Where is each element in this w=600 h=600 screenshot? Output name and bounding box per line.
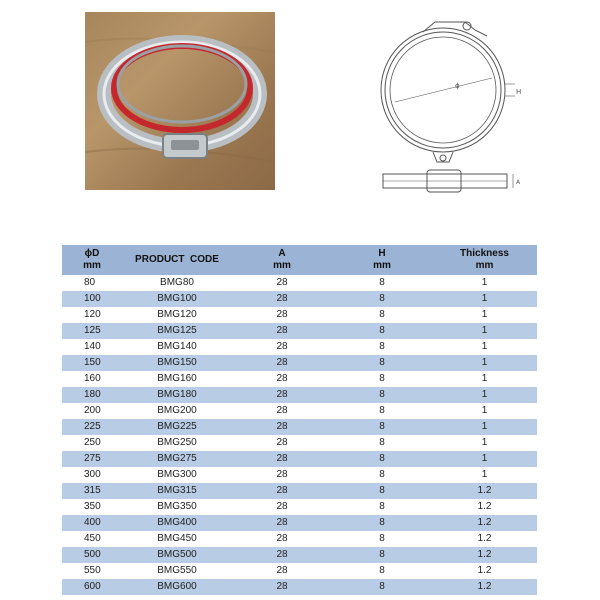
- h-label: H: [516, 88, 522, 96]
- cell-diameter: 250: [62, 435, 122, 451]
- cell-thickness: 1: [432, 323, 537, 339]
- table-row: [62, 355, 537, 371]
- cell-thickness: 1.2: [432, 547, 537, 563]
- cell-thickness: 1: [432, 387, 537, 403]
- table-row: [62, 579, 537, 595]
- cell-h: 8: [332, 499, 432, 515]
- cell-a: 28: [232, 499, 332, 515]
- table-row: [62, 499, 537, 515]
- header-thickness: Thickness mm: [432, 245, 537, 275]
- cell-a: 28: [232, 563, 332, 579]
- cell-thickness: 1: [432, 403, 537, 419]
- table-header-row: [62, 245, 537, 275]
- cell-a: 28: [232, 515, 332, 531]
- cell-h: 8: [332, 531, 432, 547]
- table-row: [62, 291, 537, 307]
- cell-product-code: BMG180: [122, 387, 232, 403]
- cell-diameter: 400: [62, 515, 122, 531]
- header-h: H mm: [332, 245, 432, 275]
- diameter-label: ϕ: [455, 82, 460, 90]
- cell-product-code: BMG120: [122, 307, 232, 323]
- table-row: [62, 531, 537, 547]
- cell-thickness: 1.2: [432, 515, 537, 531]
- table-row: [62, 403, 537, 419]
- cell-h: 8: [332, 483, 432, 499]
- cell-thickness: 1: [432, 435, 537, 451]
- cell-h: 8: [332, 275, 432, 291]
- cell-a: 28: [232, 531, 332, 547]
- technical-drawing: [375, 10, 525, 195]
- cell-diameter: 80: [62, 275, 122, 291]
- cell-product-code: BMG350: [122, 499, 232, 515]
- cell-product-code: BMG150: [122, 355, 232, 371]
- cell-product-code: BMG275: [122, 451, 232, 467]
- cell-a: 28: [232, 483, 332, 499]
- cell-product-code: BMG315: [122, 483, 232, 499]
- cell-a: 28: [232, 451, 332, 467]
- cell-a: 28: [232, 275, 332, 291]
- table-row: [62, 563, 537, 579]
- cell-thickness: 1: [432, 307, 537, 323]
- cell-diameter: 300: [62, 467, 122, 483]
- cell-thickness: 1.2: [432, 531, 537, 547]
- cell-product-code: BMG600: [122, 579, 232, 595]
- cell-a: 28: [232, 323, 332, 339]
- cell-diameter: 315: [62, 483, 122, 499]
- cell-diameter: 600: [62, 579, 122, 595]
- cell-product-code: BMG500: [122, 547, 232, 563]
- cell-product-code: BMG300: [122, 467, 232, 483]
- table-row: [62, 451, 537, 467]
- cell-diameter: 120: [62, 307, 122, 323]
- cell-diameter: 450: [62, 531, 122, 547]
- cell-product-code: BMG80: [122, 275, 232, 291]
- cell-h: 8: [332, 435, 432, 451]
- cell-a: 28: [232, 435, 332, 451]
- cell-diameter: 140: [62, 339, 122, 355]
- cell-diameter: 275: [62, 451, 122, 467]
- cell-thickness: 1.2: [432, 483, 537, 499]
- cell-product-code: BMG550: [122, 563, 232, 579]
- cell-a: 28: [232, 371, 332, 387]
- cell-thickness: 1: [432, 467, 537, 483]
- cell-diameter: 180: [62, 387, 122, 403]
- cell-h: 8: [332, 467, 432, 483]
- cell-a: 28: [232, 291, 332, 307]
- table-row: [62, 307, 537, 323]
- spec-table: [62, 245, 537, 595]
- cell-product-code: BMG160: [122, 371, 232, 387]
- cell-a: 28: [232, 579, 332, 595]
- cell-h: 8: [332, 339, 432, 355]
- product-photo: [85, 12, 275, 190]
- cell-a: 28: [232, 419, 332, 435]
- cell-h: 8: [332, 291, 432, 307]
- cell-a: 28: [232, 387, 332, 403]
- cell-h: 8: [332, 403, 432, 419]
- cell-a: 28: [232, 547, 332, 563]
- cell-diameter: 200: [62, 403, 122, 419]
- cell-thickness: 1.2: [432, 563, 537, 579]
- cell-thickness: 1.2: [432, 499, 537, 515]
- cell-h: 8: [332, 547, 432, 563]
- cell-product-code: BMG200: [122, 403, 232, 419]
- cell-h: 8: [332, 371, 432, 387]
- cell-diameter: 550: [62, 563, 122, 579]
- cell-h: 8: [332, 355, 432, 371]
- cell-h: 8: [332, 323, 432, 339]
- table-row: [62, 323, 537, 339]
- cell-h: 8: [332, 419, 432, 435]
- cell-thickness: 1: [432, 419, 537, 435]
- cell-thickness: 1: [432, 355, 537, 371]
- cell-thickness: 1: [432, 339, 537, 355]
- table-row: [62, 387, 537, 403]
- cell-product-code: BMG400: [122, 515, 232, 531]
- cell-a: 28: [232, 467, 332, 483]
- cell-diameter: 100: [62, 291, 122, 307]
- header-product-code: PRODUCT CODE: [122, 245, 232, 275]
- cell-thickness: 1: [432, 291, 537, 307]
- cell-h: 8: [332, 515, 432, 531]
- cell-h: 8: [332, 451, 432, 467]
- cell-a: 28: [232, 355, 332, 371]
- cell-thickness: 1: [432, 275, 537, 291]
- cell-product-code: BMG100: [122, 291, 232, 307]
- table-row: [62, 547, 537, 563]
- cell-thickness: 1: [432, 451, 537, 467]
- cell-product-code: BMG250: [122, 435, 232, 451]
- cell-a: 28: [232, 403, 332, 419]
- cell-thickness: 1: [432, 371, 537, 387]
- table-row: [62, 515, 537, 531]
- table-row: [62, 419, 537, 435]
- table-row: [62, 483, 537, 499]
- cell-product-code: BMG225: [122, 419, 232, 435]
- cell-product-code: BMG140: [122, 339, 232, 355]
- cell-diameter: 500: [62, 547, 122, 563]
- header-a: A mm: [232, 245, 332, 275]
- cell-diameter: 225: [62, 419, 122, 435]
- a-label: A: [516, 179, 521, 186]
- cell-h: 8: [332, 387, 432, 403]
- cell-diameter: 150: [62, 355, 122, 371]
- table-row: [62, 371, 537, 387]
- table-row: [62, 435, 537, 451]
- cell-diameter: 350: [62, 499, 122, 515]
- cell-h: 8: [332, 563, 432, 579]
- cell-thickness: 1.2: [432, 579, 537, 595]
- cell-h: 8: [332, 307, 432, 323]
- cell-product-code: BMG125: [122, 323, 232, 339]
- header-diameter: ϕD mm: [62, 245, 122, 275]
- cell-product-code: BMG450: [122, 531, 232, 547]
- table-row: [62, 339, 537, 355]
- cell-diameter: 125: [62, 323, 122, 339]
- cell-h: 8: [332, 579, 432, 595]
- table-row: [62, 275, 537, 291]
- cell-a: 28: [232, 339, 332, 355]
- cell-diameter: 160: [62, 371, 122, 387]
- table-row: [62, 467, 537, 483]
- cell-a: 28: [232, 307, 332, 323]
